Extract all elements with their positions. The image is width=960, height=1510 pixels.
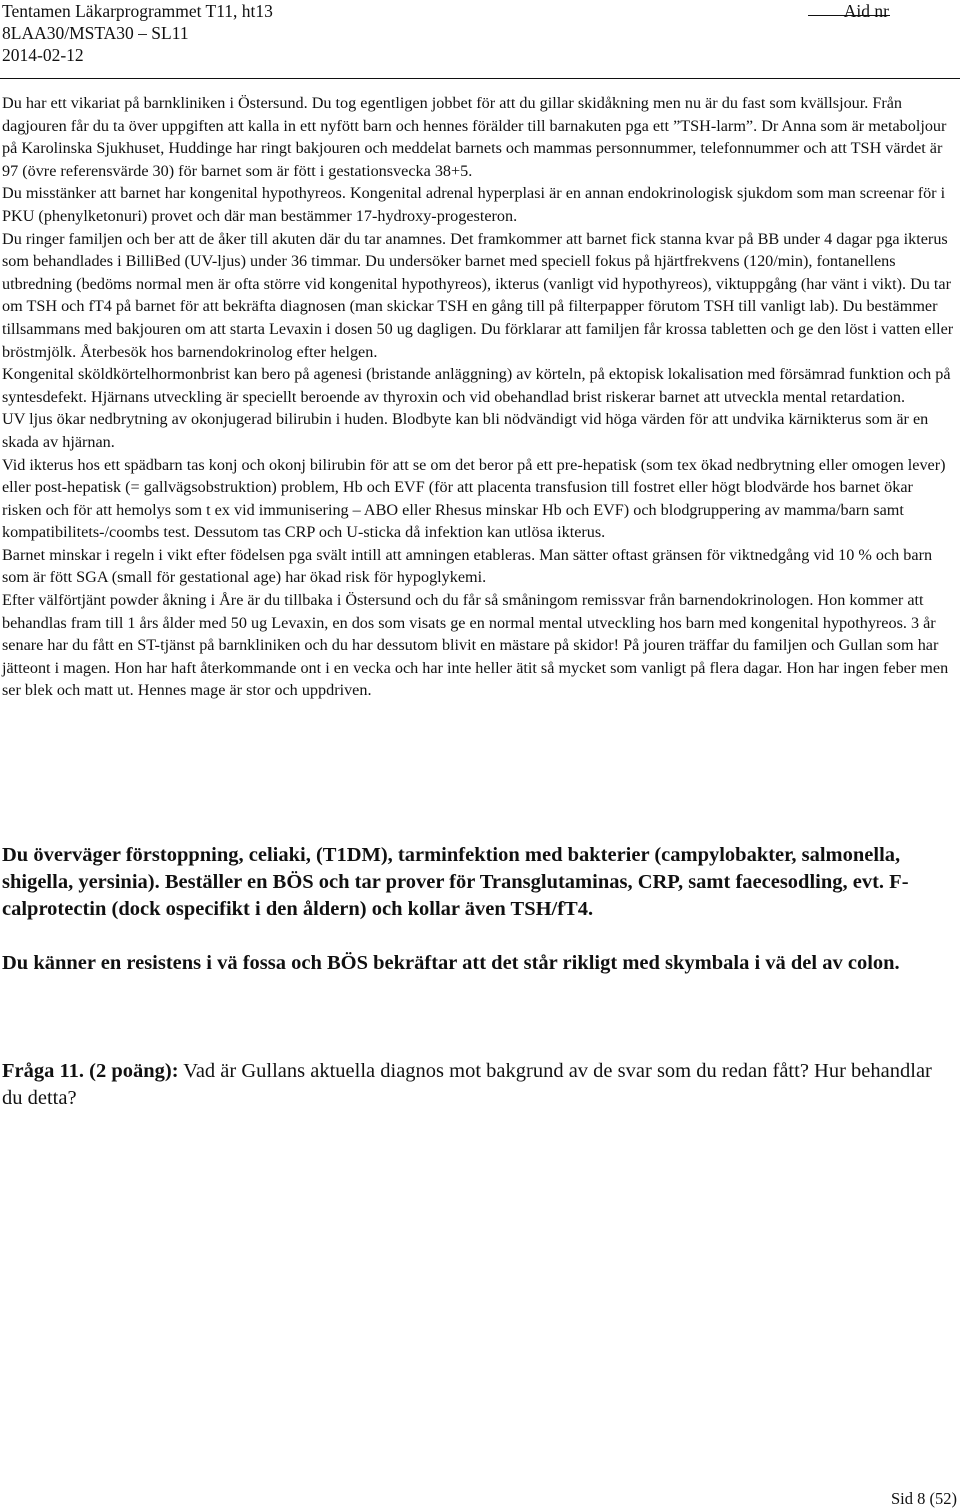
case-paragraph: Vid ikterus hos ett spädbarn tas konj och okonj bilirubin för att se om det beror på ett pre-hepatisk (som tex ökad nedbrytning eller omogen lever) eller post-hepatisk (= gallvägsobstruktion) problem, Hb och EVF (för att placenta transfusion till fostret eller högt blodvärde hos barnet ökar risken och för att hemolys som t ex vid immunisering – ABO eller Rhesus minskar Hb och EVF) och blodgruppering av mamma/barn samt kompatibilitets-/coombs test. Dessutom tas CRP och U-sticka då infektion kan utlösa ikterus. (2, 455, 946, 542)
aid-number-field[interactable] (808, 15, 890, 16)
exam-title: Tentamen Läkarprogrammet T11, ht13 (2, 1, 273, 21)
question-text: Vad är Gullans aktuella diagnos mot bakgrund av de svar som du redan fått? Hur behandlar du detta? (2, 1060, 932, 1109)
header-divider (0, 78, 960, 79)
case-text (2, 92, 954, 702)
page-number: Sid 8 (52) (891, 1489, 957, 1508)
aid-number-label: Aid nr (843, 1, 889, 21)
answer-paragraph: Du överväger förstoppning, celiaki, (T1DM), tarminfektion med bakterier (campylobakter, salmonella, shigella, yersinia). Beställer en BÖS och tar prover för Transglutaminas, CRP, samt faecesodling, evt. F-calprotectin (dock ospecifikt i den åldern) och kollar även TSH/fT4. (2, 844, 909, 920)
case-paragraph: Du har ett vikariat på barnkliniken i Östersund. Du tog egentligen jobbet för att du gillar skidåkning men nu är du fast som kvällsjour. Från dagjouren får du ta över uppgiften att kalla in ett nyfött barn och hennes förälder till barnakuten pga ett ”TSH-larm”. Dr Anna som är metaboljour på Karolinska Sjukhuset, Huddinge har ringt bakjouren och meddelat barnets och mammas personnummer, telefonnummer och att TSH värdet är 97 (övre referensvärde 30) för barnet som är fött i gestationsvecka 38+5. (2, 94, 947, 180)
question (2, 1058, 954, 1112)
question-label: Fråga 11. (2 poäng): (2, 1060, 179, 1082)
case-paragraph: UV ljus ökar nedbrytning av okonjugerad bilirubin i huden. Blodbyte kan bli nödvändigt vid höga värden för att undvika kärnikterus som är en skada av hjärnan. (2, 410, 929, 451)
exam-date: 2014-02-12 (2, 45, 84, 65)
case-paragraph: Du ringer familjen och ber att de åker till akuten där du tar anamnes. Det framkommer att barnet fick stanna kvar på BB under 4 dagar pga ikterus som behandlades i BilliBed (UV-ljus) under 36 timmar. Du undersöker barnet med speciell fokus på hjärtfrekvens (120/min), fontanellens utbredning (bedöms normal men är ofta större vid kongenital hypothyreos), ikterus (vanligt vid hypothyreos), viktuppgång (har vänt i vikt). Du tar om TSH och fT4 på barnet för att bekräfta diagnosen (man skickar TSH en gång till på filterpapper förutom TSH till vanligt lab). Du bestämmer tillsammans med bakjouren om att starta Levaxin i dosen 50 ug dagligen. Du förklarar att familjen får krossa tabletten och ge den löst i vatten eller bröstmjölk. Återbesök hos barnendokrinolog efter helgen. (2, 229, 954, 361)
case-paragraph: Kongenital sköldkörtelhormonbrist kan bero på agenesi (bristande anläggning) av körteln, på ektopisk lokalisation med försämrad funktion och på syntesdefekt. Hjärnans utveckling är speciellt beroende av thyroxin och vid obehandlad brist riskerar barnet att utveckla mental retardation. (2, 365, 951, 406)
course-code: 8LAA30/MSTA30 – SL11 (2, 23, 189, 43)
case-paragraph: Barnet minskar i regeln i vikt efter födelsen pga svält intill att amningen etableras. Man sätter oftast gränsen för viktnedgång vid 10 % och barn som är fött SGA (small för gestational age) har ökad risk för hypoglykemi. (2, 545, 933, 587)
case-paragraph: Efter välförtjänt powder åkning i Åre är du tillbaka i Östersund och du får så småningom remissvar från barnendokrinologen. Hon kommer att behandlas fram till 1 års ålder med 50 ug Levaxin, en dos som visats ge en normal mental utveckling hos barn med kongenital hypothyreos. 3 år senare har du fått en ST-tjänst på barnkliniken och du har dessutom blivit en mästare på skidor! På jouren träffar du familjen och Gullan som har jätteont i magen. Hon har haft återkommande ont i en vecka och har inte heller ätit så mycket som vanligt på flera dagar. Hon har ingen feber men ser blek och matt ut. Hennes mage är stor och uppdriven. (2, 591, 949, 700)
case-paragraph: Du misstänker att barnet har kongenital hypothyreos. Kongenital adrenal hyperplasi är en annan endokrinologisk sjukdom som man screenar för i PKU (phenylketonuri) provet och där man bestämmer 17-hydroxy-progesteron. (2, 184, 946, 225)
answer-paragraph: Du känner en resistens i vä fossa och BÖS bekräftar att det står rikligt med skymbala i vä del av colon. (2, 952, 900, 974)
